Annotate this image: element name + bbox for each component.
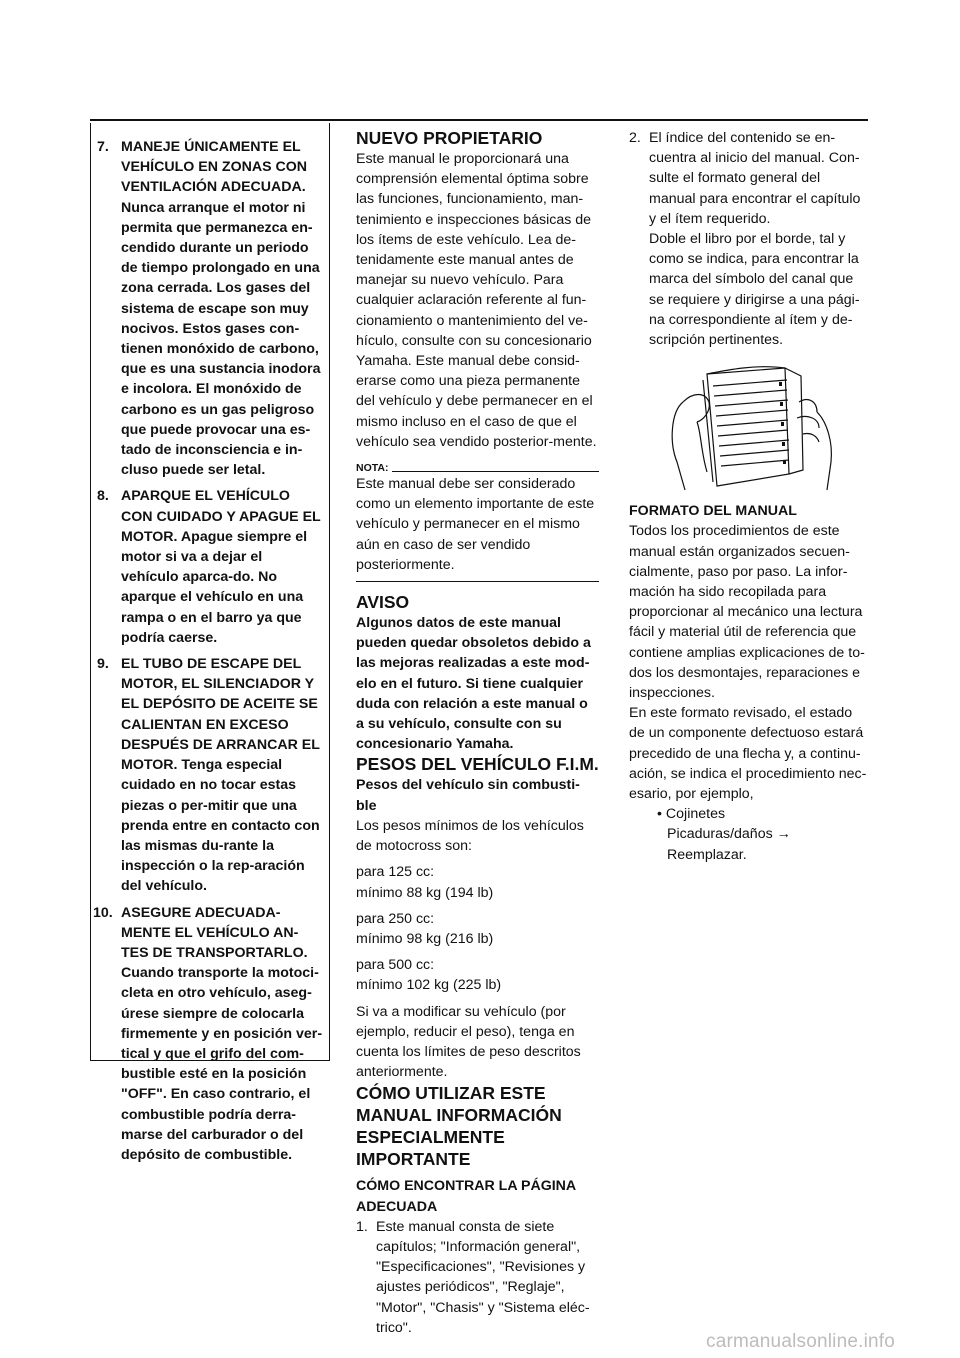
warning-item-7: 7. MANEJE ÚNICAMENTE EL VEHÍCULO EN ZONAS CON VENTILACIÓN ADECUADA. Nunca arranque el motor ni permita que permanezca en-cendido durante un periodo de tiempo prolongado en una zona cerrada. Los gases del sistema de escape son muy nocivos. Estos gases con-tienen monóxido de carbono, que es una sustancia inodora e incolora. El monóxido de carbono es un gas peligroso que puede provocar una es-tado de inconsciencia e in-cluso puede ser letal. bbox=[97, 139, 321, 479]
warning-item-8: 8. APARQUE EL VEHÍCULO CON CUIDADO Y APAGUE EL MOTOR. Apague siempre el motor si va a dejar el vehículo aparca-do. No aparque el vehículo en una rampa o en el barro ya que podría caerse. bbox=[97, 488, 321, 646]
como-item-2: 2. El índice del contenido se en-cuentra al inicio del manual. Con-sulte el formato general del manual para encontrar el capítulo y el ítem requerido. bbox=[629, 130, 861, 227]
como-list bbox=[356, 1217, 599, 1338]
weight-125-value: mínimo 88 kg (194 lb) bbox=[356, 884, 494, 901]
weight-500-value: mínimo 102 kg (225 lb) bbox=[356, 977, 502, 994]
pesos-intro: Los pesos mínimos de los vehículos de motocross son: bbox=[356, 817, 584, 855]
como-item-2-extra: Doble el libro por el borde, tal y como se indica, para encontrar la marca del símbolo del canal que se requiere y dirigirse a una pági-na correspondiente al ítem y de-scripción pertinentes. bbox=[649, 231, 860, 349]
nota-header bbox=[356, 460, 599, 474]
formato-title: FORMATO DEL MANUAL bbox=[629, 503, 797, 520]
nota-rule bbox=[392, 471, 599, 472]
heading-como-utilizar: CÓMO UTILIZAR ESTE MANUAL INFORMACIÓN ESPECIALMENTE IMPORTANTE bbox=[356, 1083, 562, 1170]
top-rule bbox=[90, 119, 868, 121]
warning-box bbox=[90, 123, 330, 1163]
watermark: carmanualsonline.info bbox=[706, 1331, 896, 1352]
como-list-cont bbox=[629, 128, 869, 229]
weight-250-label: para 250 cc: bbox=[356, 910, 435, 927]
pesos-subtitle: Pesos del vehículo sin combusti-ble bbox=[356, 777, 580, 814]
como-item-1: 1. Este manual consta de siete capítulos; "Información general", "Especificaciones", "Revisiones y ajustes periódicos", "Reglaje", "Motor", "Chasis" y "Sistema eléc-trico". bbox=[356, 1218, 590, 1336]
warning-item-9: 9. EL TUBO DE ESCAPE DEL MOTOR, EL SILENCIADOR Y EL DEPÓSITO DE ACEITE SE CALIENTAN EN EXCESO DESPUÉS DE ARRANCAR EL MOTOR. Tenga especial cuidado en no tocar estas piezas o per-mitir que una prenda entre en contacto con las mismas du-rante la inspección o la rep-aración del vehículo. bbox=[97, 656, 320, 895]
nota-end-rule bbox=[356, 581, 599, 582]
arrow-icon: → bbox=[776, 826, 791, 843]
nota-label: NOTA: bbox=[356, 462, 389, 475]
weight-250-value: mínimo 98 kg (216 lb) bbox=[356, 930, 494, 947]
pesos-note: Si va a modificar su vehículo (por ejemplo, reducir el peso), tenga en cuenta los límites de peso descritos anteriormente. bbox=[356, 1003, 581, 1081]
right-column bbox=[629, 128, 869, 865]
weight-125-label: para 125 cc: bbox=[356, 864, 435, 881]
como-subtitle: CÓMO ENCONTRAR LA PÁGINA ADECUADA bbox=[356, 1178, 576, 1215]
warning-list bbox=[93, 137, 323, 1165]
formato-body: Todos los procedimientos de este manual están organizados secuen-cialmente, paso por paso. La infor-mación ha sido recopilada para proporcionar al mecánico una lectura fácil y material útil de referencia que contiene amplias explicaciones de to-dos los desmontajes, reparaciones e inspecciones. bbox=[629, 523, 865, 702]
nota-text: Este manual debe ser considerado como un elemento importante de este vehículo y permanecer en el mismo aún en caso de ser vendido posteriormente. bbox=[356, 476, 595, 573]
example-bullet: • Cojinetes bbox=[657, 806, 726, 823]
nuevo-body: Este manual le proporcionará una comprensión elemental óptima sobre las funciones, funcionamiento, man-tenimiento e inspecciones básicas de los ítems de este vehículo. Lea de-tenidamente este manual antes de manejar su nuevo vehículo. Para cualquier aclaración referente al fun-cionamiento o mantenimiento del ve-hículo, consulte con su concesionario Yamaha. Este manual debe consid-erarse como una pieza permanente del vehículo y debe permanecer en el mismo incluso en el caso de que el vehículo sea vendido posterior-mente. bbox=[356, 151, 597, 450]
middle-column bbox=[356, 128, 599, 1338]
aviso-text: Algunos datos de este manual pueden quedar obsoletos debido a las mejoras realizadas a este mod-elo en el futuro. Si tiene cualquier duda con relación a este manual o a su vehículo, consulte con su concesionario Yamaha. bbox=[356, 615, 591, 753]
heading-nuevo-propietario: NUEVO PROPIETARIO bbox=[356, 128, 543, 148]
warning-item-10: 10. ASEGURE ADECUADA-MENTE EL VEHÍCULO AN-TES DE TRANSPORTARLO. Cuando transporte la motoci-cleta en otro vehículo, aseg-úrese siempre de colocarla firmemente y en posición ver-tical y que el grifo del com-bustible esté en la posición "OFF". En caso contrario, el combustible podría derra-marse del carburador o del depósito de combustible. bbox=[93, 904, 323, 1163]
example-detail: Picaduras/daños → Reemplazar. bbox=[667, 826, 791, 863]
formato-body-2: En este formato revisado, el estado de un componente defectuoso estará precedido de una flecha y, a continu-ación, se indica el procedimiento nec-esario, por ejemplo, bbox=[629, 705, 867, 803]
book-hands-illustration bbox=[667, 362, 837, 492]
heading-pesos: PESOS DEL VEHÍCULO F.I.M. bbox=[356, 754, 599, 775]
weight-500-label: para 500 cc: bbox=[356, 957, 435, 974]
heading-aviso: AVISO bbox=[356, 592, 410, 613]
